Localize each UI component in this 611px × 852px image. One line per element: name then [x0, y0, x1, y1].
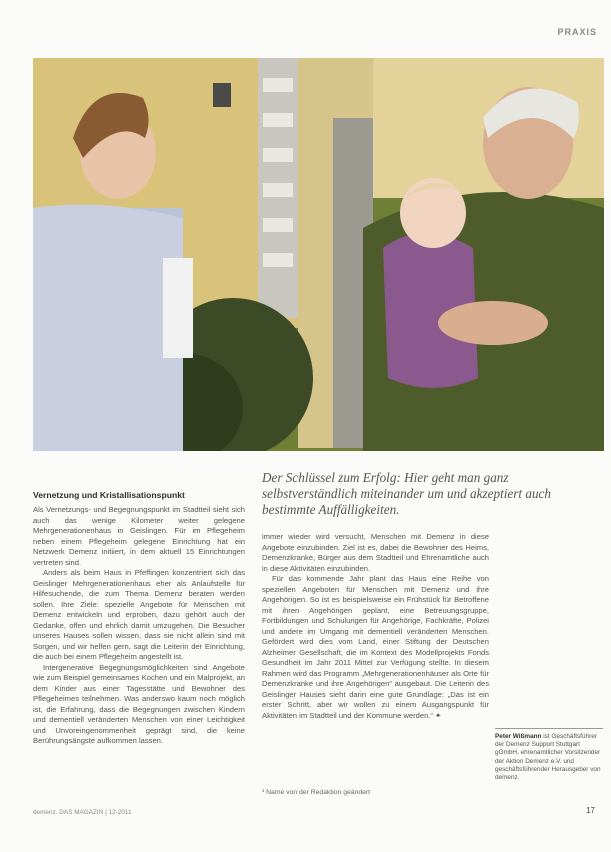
article-column-left: [33, 505, 245, 747]
paragraph: Für das kommende Jahr plant das Haus eine Reihe von speziellen Angeboten für Menschen mit Demenz und ihre Angehörigen. So ist es beispielsweise ein Frühstück für Betroffene mit ihren Angehörigen geplant, eine Betreuungsgruppe, Fortbildungen und Schulungen für Angehörige, Fachkräfte, Polizei und andere im Umgang mit dementiell veränderten Menschen. Gefördert wird dies vom Land, einer Stiftung der Deutschen Alzheimer Gesellschaft, die im Kontext des Modellprojekts Fonds Gesundheit im Jahr 2011 Mittel zur Verfügung stellte. In diesem Rahmen wird das Programm „Mehrgenerationenhäuser als Orte für Demenzkranke und ihre Angehörigen“ ausgebaut. Die Leiterin des Geislinger Hauses sieht darin eine gute Grundlage: „Das ist ein erster Schritt, aber wir wollen zu einem Ausgangspunkt für Aktivitäten im Stadtteil und der Kommune werden.“ ✦: [262, 574, 489, 720]
author-bio: ist Geschäftsführer der Demenz Support Stuttgart gGmbH, ehrenamtlicher Vorsitzender der Aktion Demenz e.V. und geschäftsführender Herausgeber von demenz.: [495, 733, 601, 782]
paragraph: immer wieder wird versucht, Menschen mit Demenz in diese Angebote einzubinden. Ziel ist es, dabei die Bewohner des Heims, Demenzkranke, Bürger aus dem Stadtteil und Ehrenamtliche auch in diese Aktivitäten einzubinden.: [262, 532, 489, 573]
author-box: [495, 728, 603, 782]
footnote: ¹ Name von der Redaktion geändert: [262, 789, 371, 796]
paragraph: Anders als beim Haus in Pfeffingen konzentriert sich das Geislinger Mehrgenerationenhaus eher als Anlaufstelle für Hilfesuchende, die zum Thema Demenz beraten werden sollen. Ihre Ziele: spezielle Angebote für Menschen mit Demenz entwickeln und erproben, dazu gehört auch der Gedanke, offen und ehrlich damit umzugehen. Die Besucher unseres Hauses sollen wissen, dass sie nicht allein sind mit Sorgen, und wir helfen gern, sagt die Leiterin der Einrichtung, die auch bei einem Pflegeheim angestellt ist.: [33, 568, 245, 661]
publication-footer: demenz. DAS MAGAZIN | 12-2011: [33, 809, 132, 816]
photo-caption: Der Schlüssel zum Erfolg: Hier geht man ganz selbstverständlich miteinander um und akzeptiert auch bestimmte Auffälligkeiten.: [262, 470, 551, 517]
section-label: PRAXIS: [557, 27, 597, 37]
page-number: 17: [586, 806, 595, 815]
article-column-middle: [262, 532, 489, 721]
paragraph: Intergenerative Begegnungsmöglichkeiten sind Angebote wie zum Beispiel gemeinsames Kochen und ein Malprojekt, an dem Kinder aus einer Tagesstätte und Bewohner des Pflegeheimes teilnehmen. Was anderswo kaum noch möglich ist, die Erfahrung, dass die Begegnungen zwischen Kindern und dementiell veränderten Menschen von einer Leichtigkeit und Unvoreingenommenheit geprägt sind, die keine Berührungsängste aufkommen lassen.: [33, 662, 245, 745]
section-subheading: Vernetzung und Kristallisationspunkt: [33, 490, 185, 500]
paragraph: Als Vernetzungs- und Begegnungspunkt im Stadtteil sieht sich auch das wenige Kilometer weiter gelegene Mehrgenerationenhaus in Geislingen. Für im Pflegeheim neben einem Pflegeheim gelegene Einrichtung hat ein Netzwerk Demenz initiiert, in dem aktuell 15 Einrichtungen vertreten sind.: [33, 505, 245, 567]
author-name: Peter Wißmann: [495, 733, 542, 740]
article-photo: [33, 58, 604, 451]
